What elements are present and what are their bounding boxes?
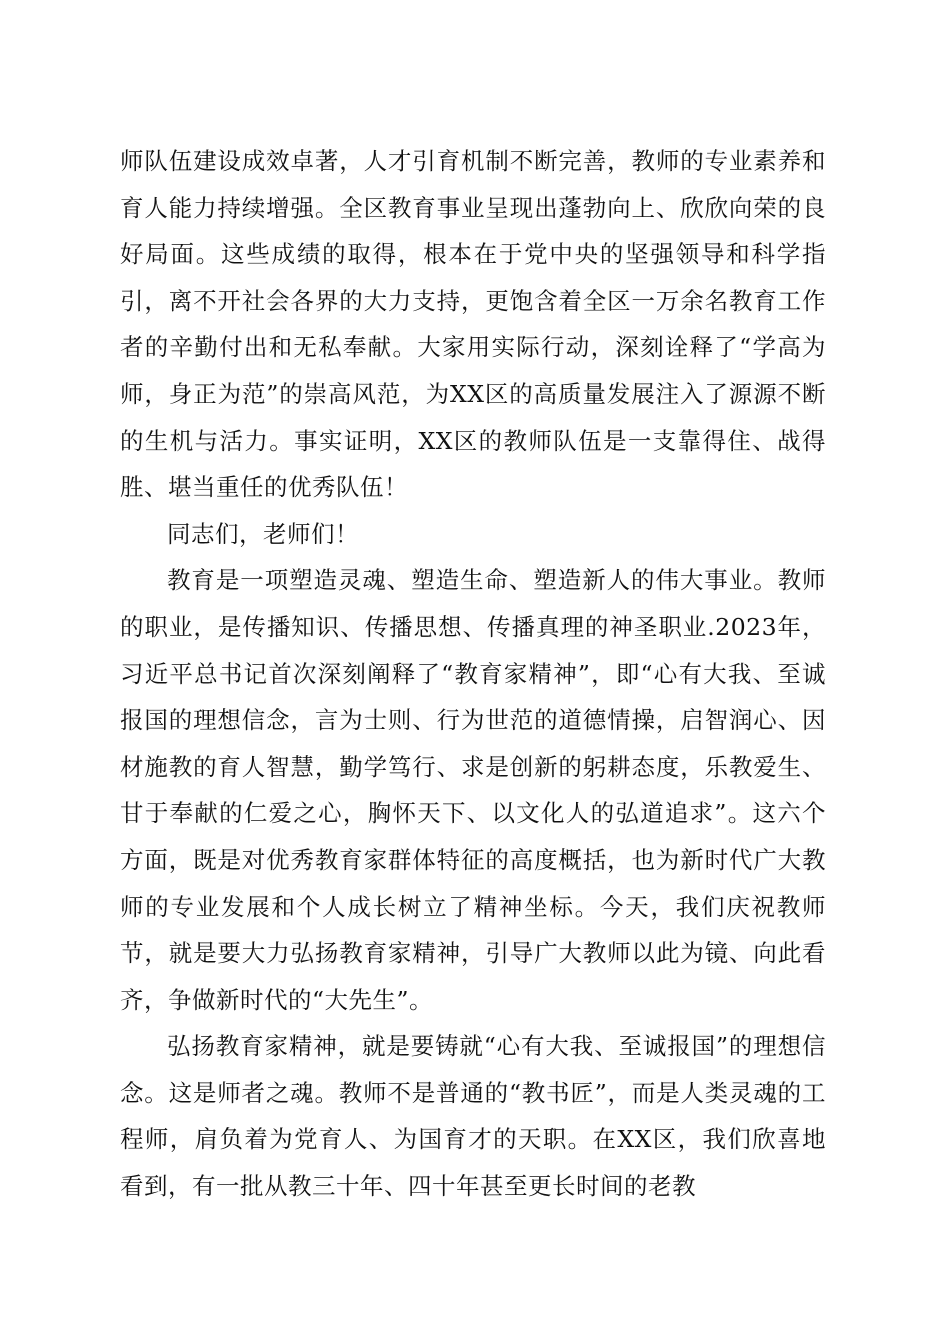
document-body: [120, 138, 826, 1210]
paragraph-ideal-belief: 弘扬教育家精神，就是要铸就“心有大我、至诚报国”的理想信念。这是师者之魂。教师不是普通的“教书匠”，而是人类灵魂的工程师，肩负着为党育人、为国育才的天职。在XX区，我们欣喜地看到，有一批从教三十年、四十年甚至更长时间的老教: [120, 1032, 826, 1201]
paragraph-continuation: 师队伍建设成效卓著，人才引育机制不断完善，教师的专业素养和育人能力持续增强。全区教育事业呈现出蓬勃向上、欣欣向荣的良好局面。这些成绩的取得，根本在于党中央的坚强领导和科学指引，离不开社会各界的大力支持，更饱含着全区一万余名教育工作者的辛勤付出和无私奉献。大家用实际行动，深刻诠释了“学高为师，身正为范”的崇高风范，为XX区的高质量发展注入了源源不断的生机与活力。事实证明，XX区的教师队伍是一支靠得住、战得胜、堪当重任的优秀队伍！: [120, 147, 826, 502]
paragraph-salutation: 同志们，老师们！: [167, 519, 359, 548]
paragraph-education-spirit: 教育是一项塑造灵魂、塑造生命、塑造新人的伟大事业。教师的职业，是传播知识、传播思想、传播真理的神圣职业.2023年，习近平总书记首次深刻阐释了“教育家精神”，即“心有大我、至诚报国的理想信念，言为士则、行为世范的道德情操，启智润心、因材施教的育人智慧，勤学笃行、求是创新的躬耕态度，乐教爱生、甘于奉献的仁爱之心，胸怀天下、以文化人的弘道追求”。这六个方面，既是对优秀教育家群体特征的高度概括，也为新时代广大教师的专业发展和个人成长树立了精神坐标。今天，我们庆祝教师节，就是要大力弘扬教育家精神，引导广大教师以此为镜、向此看齐，争做新时代的“大先生”。: [120, 566, 826, 1014]
